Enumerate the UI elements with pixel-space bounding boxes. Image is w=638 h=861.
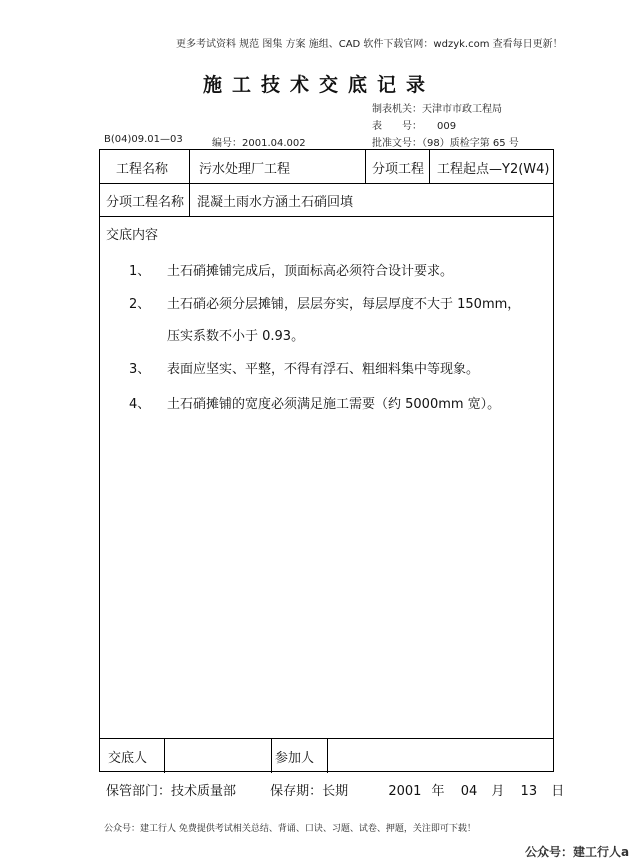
participant-label: 参加人 [275,751,315,766]
handover-label: 交底人 [108,751,148,766]
item-text: 土石硝摊铺完成后，顶面标高必须符合设计要求。 [167,264,454,279]
top-note: 更多考试资料 规范 图集 方案 施组、CAD 软件下载官网：wdzyk.com 查看每日更新！ [176,39,563,50]
footer [106,780,564,799]
project-name-value: 污水处理厂工程 [199,162,291,177]
project-name-label: 工程名称 [116,162,169,177]
bottom-note: 公众号：建工行人 免费提供考试相关总结、背诵、口诀、习题、试卷、押题，关注即可下载！ [104,824,476,834]
col-divider [365,150,366,183]
content-label: 交底内容 [106,228,159,243]
subproject-label: 分项工程名称 [106,195,185,210]
col-divider [429,150,430,183]
serial-number: 编号：2001.04.002 [212,138,306,149]
approval-number: 批准文号：（98）质检字第 65 号 [372,138,519,149]
item-number: 4、 [129,397,151,412]
date-month-unit: 月 [491,784,505,799]
item-text: 土石硝必须分层摊铺，层层夯实，每层厚度不大于 150mm， [167,297,521,312]
date-year: 2001 [388,784,422,799]
row-divider [100,183,553,184]
col-divider [189,150,190,183]
item-text: 表面应坚实、平整，不得有浮石、粗细料集中等现象。 [167,362,480,377]
subitem-label: 分项工程 [372,162,425,177]
date-day: 13 [520,784,538,799]
item-number: 1、 [129,264,151,279]
page-title: 施工技术交底记录 [202,74,435,96]
date-day-unit: 日 [551,784,565,799]
table-number: 表 号： 009 [372,121,457,132]
brand-watermark: 公众号：建工行人a [525,845,630,859]
row-divider [100,216,553,217]
date-year-unit: 年 [431,784,445,799]
item-number: 3、 [129,362,151,377]
col-divider [164,738,165,773]
item-number: 2、 [129,297,151,312]
form-code: B(04)09.01—03 [104,134,183,145]
storage-department: 保管部门：技术质量部 [106,784,237,799]
record-table [99,149,554,772]
retention-period: 保存期：长期 [270,784,349,799]
issuer: 制表机关：天津市市政工程局 [372,104,502,115]
item-text-continued: 压实系数不小于 0.93。 [167,329,305,344]
col-divider [189,183,190,216]
subproject-value: 混凝土雨水方涵土石硝回填 [197,195,354,210]
subitem-value: 工程起点—Y2(W4) [437,162,550,177]
date-month: 04 [460,784,478,799]
col-divider [327,738,328,773]
col-divider [271,738,272,773]
item-text: 土石硝摊铺的宽度必须满足施工需要（约 5000mm 宽）。 [167,397,501,412]
